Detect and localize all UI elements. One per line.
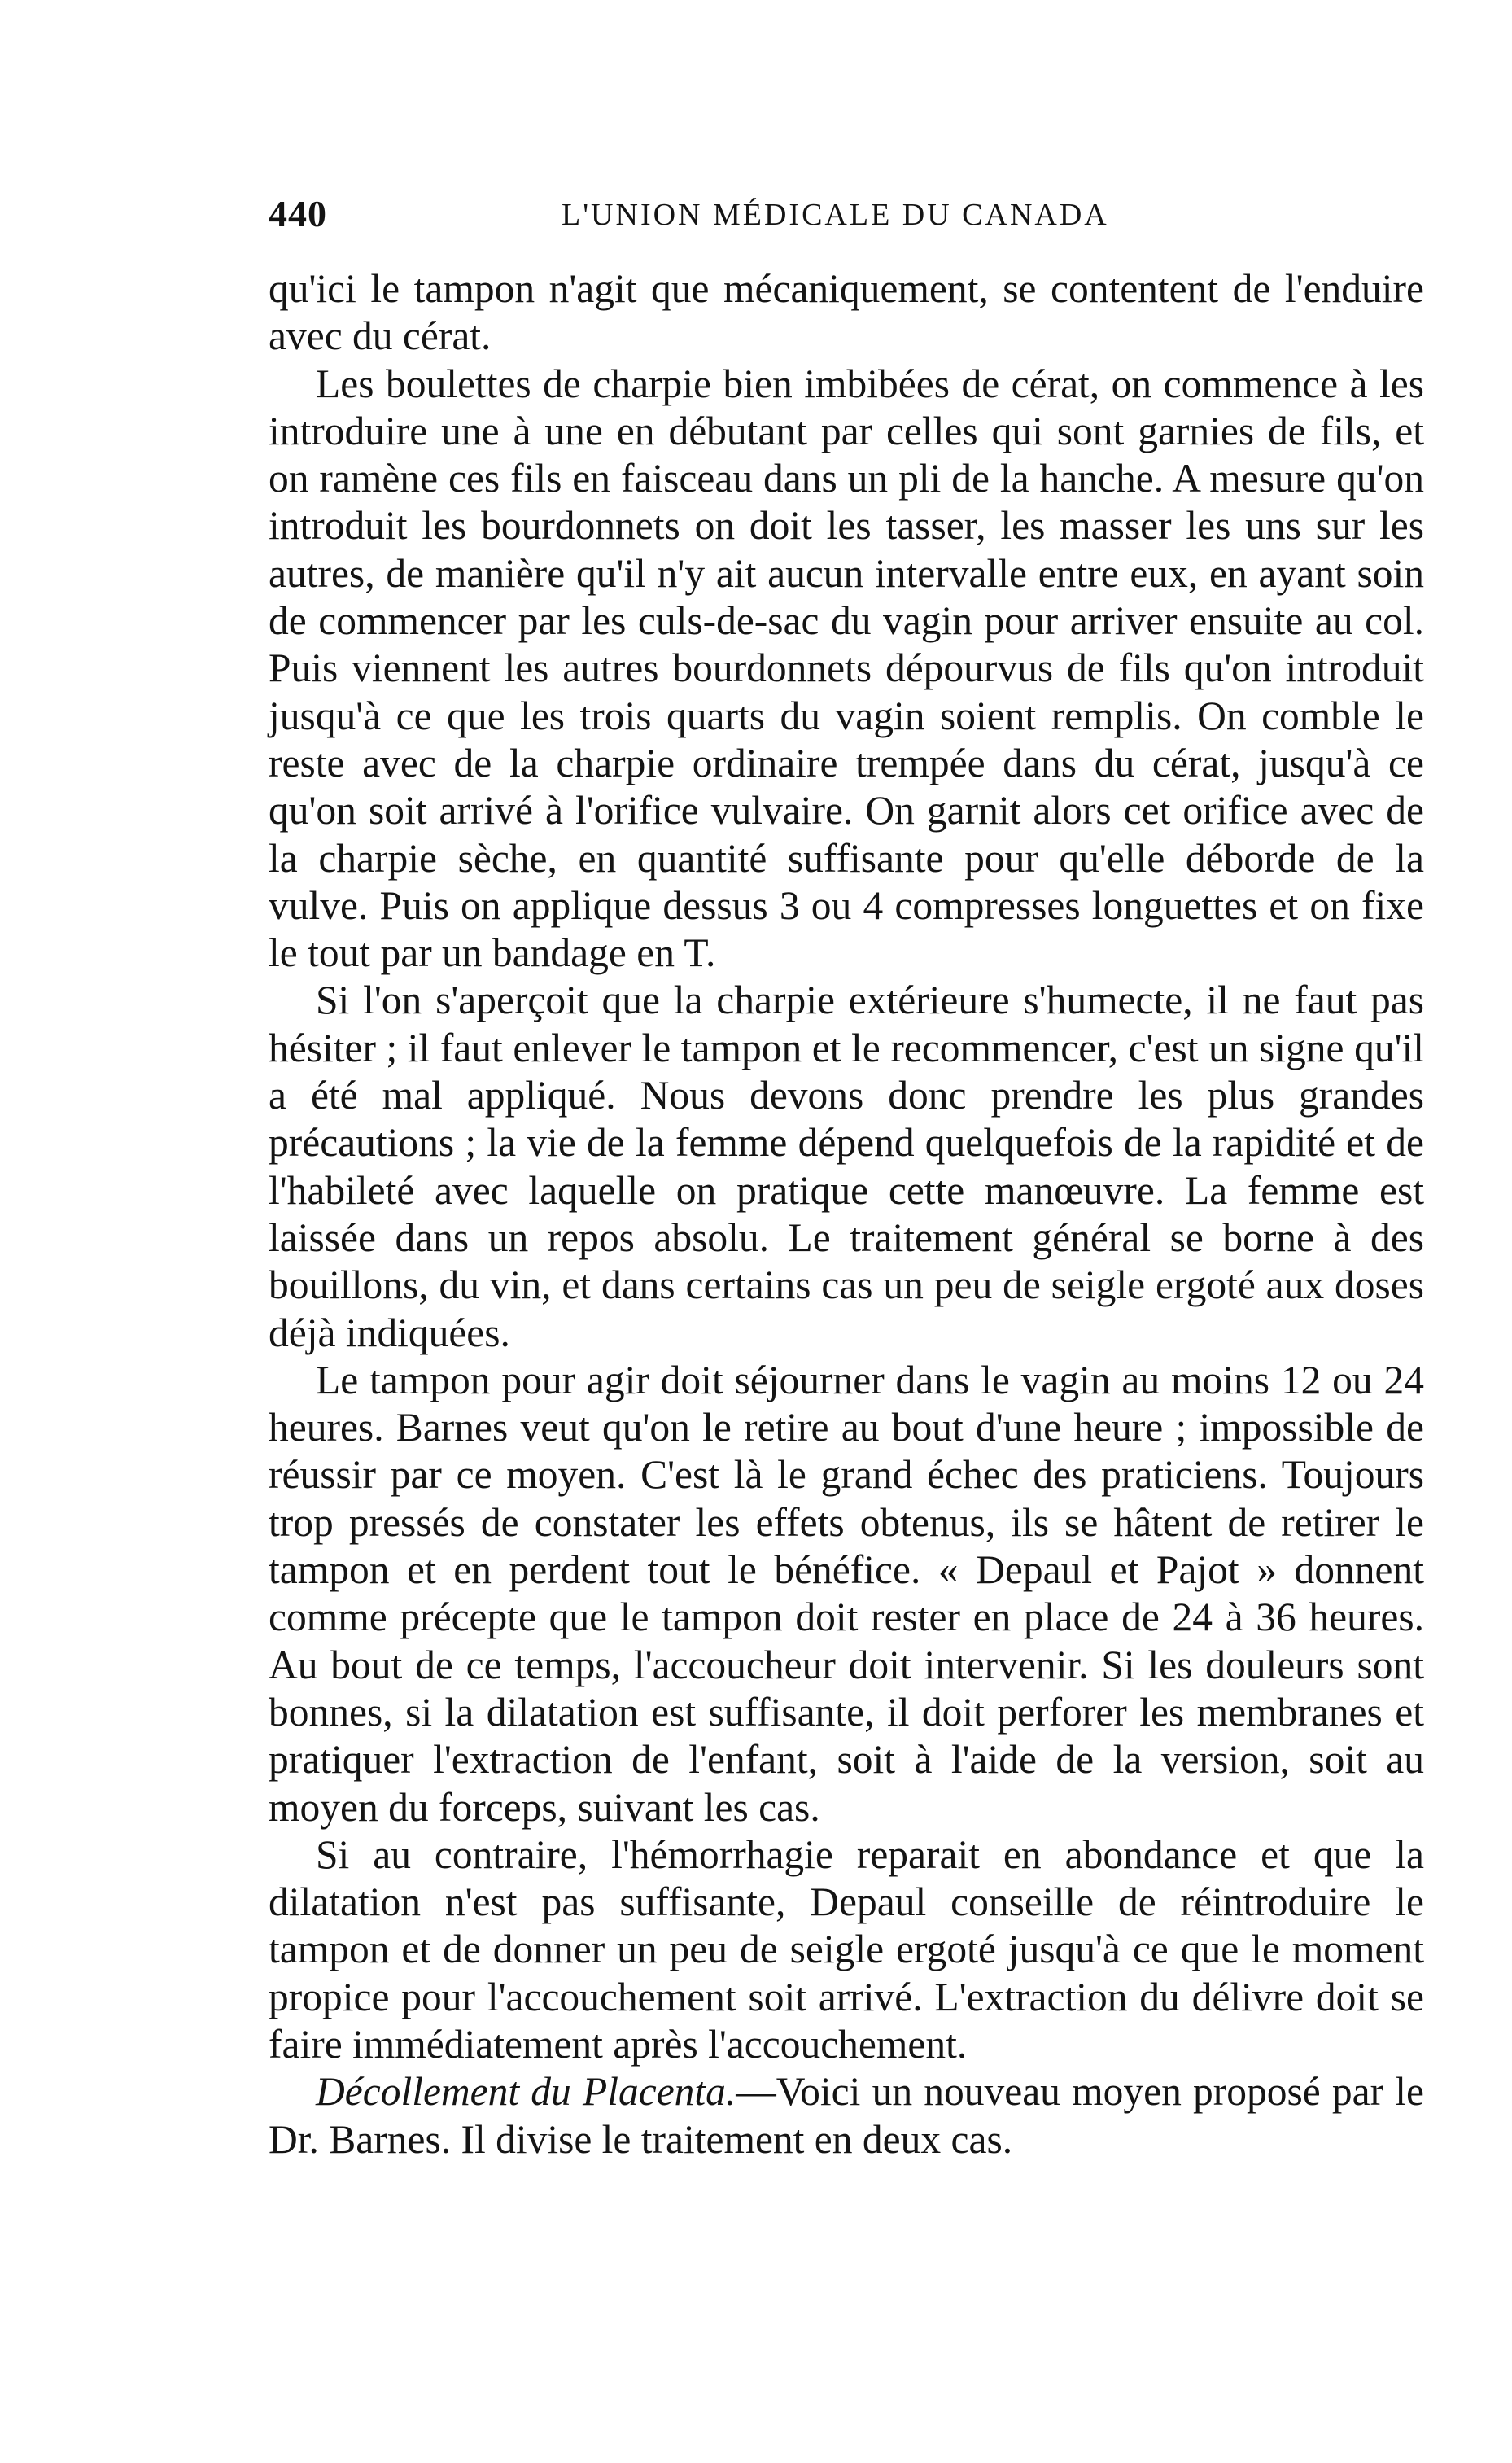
paragraph-text: Le tampon pour agir doit séjourner dans le vagin au moins 12 ou 24 heures. Barnes veut qu'on le retire au bout d'une heure ; impossible de réussir par ce moyen. C'est là le grand échec des praticiens. Toujours trop pressés de constater les effets obtenus, ils se hâtent de retirer le tampon et en perdent tout le bénéfice. « Depaul et Pajot » donnent comme précepte que le tampon doit rester en place de 24 à 36 heures. Au bout de ce temps, l'accoucheur doit intervenir. Si les douleurs sont bonnes, si la dilatation est suffisante, il doit perforer les membranes et pratiquer l'extraction de l'enfant, soit à l'aide de la version, soit au moyen du forceps, suivant les cas. — [269, 1357, 1424, 1830]
page-header — [269, 192, 1424, 249]
paragraph-precautions — [269, 977, 1424, 1356]
paragraph-duree-tampon — [269, 1357, 1424, 1831]
page-number: 440 — [269, 193, 327, 234]
paragraph-tamponnement-technique — [269, 361, 1424, 978]
running-title: L'UNION MÉDICALE DU CANADA — [562, 198, 1109, 232]
paragraph-text: Si au contraire, l'hémorrhagie reparait en abondance et que la dilatation n'est pas suffisante, Depaul conseille de réintroduire le tampon et de donner un peu de seigle ergoté jusqu'à ce que le moment propice pour l'accouchement soit arrivé. L'extraction du délivre doit se faire immédiatement après l'accouchement. — [269, 1831, 1424, 2067]
paragraph-text: Si l'on s'aperçoit que la charpie extérieure s'humecte, il ne faut pas hésiter ; il faut enlever le tampon et le recommencer, c'est un signe qu'il a été mal appliqué. Nous devons donc prendre les plus grandes précautions ; la vie de la femme dépend quelquefois de la rapidité et de l'habileté avec laquelle on pratique cette manœuvre. La femme est laissée dans un repos absolu. Le traitement général se borne à des bouillons, du vin, et dans certains cas un peu de seigle ergoté aux doses déjà indiquées. — [269, 978, 1424, 1355]
paragraph-text: —Voici un nouveau moyen proposé par le Dr. Barnes. Il divise le traitement en deux cas. — [269, 2069, 1424, 2162]
paragraph-text: Les boulettes de charpie bien imbibées de cérat, on commence à les introduire une à une en débutant par celles qui sont garnies de fils, et on ramène ces fils en faisceau dans un pli de la hanche. A mesure qu'on introduit les bourdonnets on doit les tasser, les masser les uns sur les autres, de manière qu'il n'y ait aucun intervalle entre eux, en ayant soin de commencer par les culs-de-sac du vagin pour arriver ensuite au col. Puis viennent les autres bourdonnets dépourvus de fils qu'on introduit jusqu'à ce que les trois quarts du vagin soient remplis. On comble le reste avec de la charpie ordinaire trempée dans du cérat, jusqu'à ce qu'on soit arrivé à l'orifice vulvaire. On garnit alors cet orifice avec de la charpie sèche, en quantité suffisante pour qu'elle déborde de la vulve. Puis on applique dessus 3 ou 4 compresses longuettes et on fixe le tout par un bandage en T. — [269, 361, 1424, 976]
section-lead-heading: Décollement du Placenta. — [316, 2069, 736, 2115]
body-text — [269, 265, 1424, 2163]
paragraph-text: qu'ici le tampon n'agit que mécaniquement, se contentent de l'enduire avec du cérat. — [269, 266, 1424, 359]
paragraph-continuation — [269, 265, 1424, 361]
paragraph-hemorrhagie — [269, 1831, 1424, 2068]
paragraph-decollement-placenta — [269, 2068, 1424, 2163]
